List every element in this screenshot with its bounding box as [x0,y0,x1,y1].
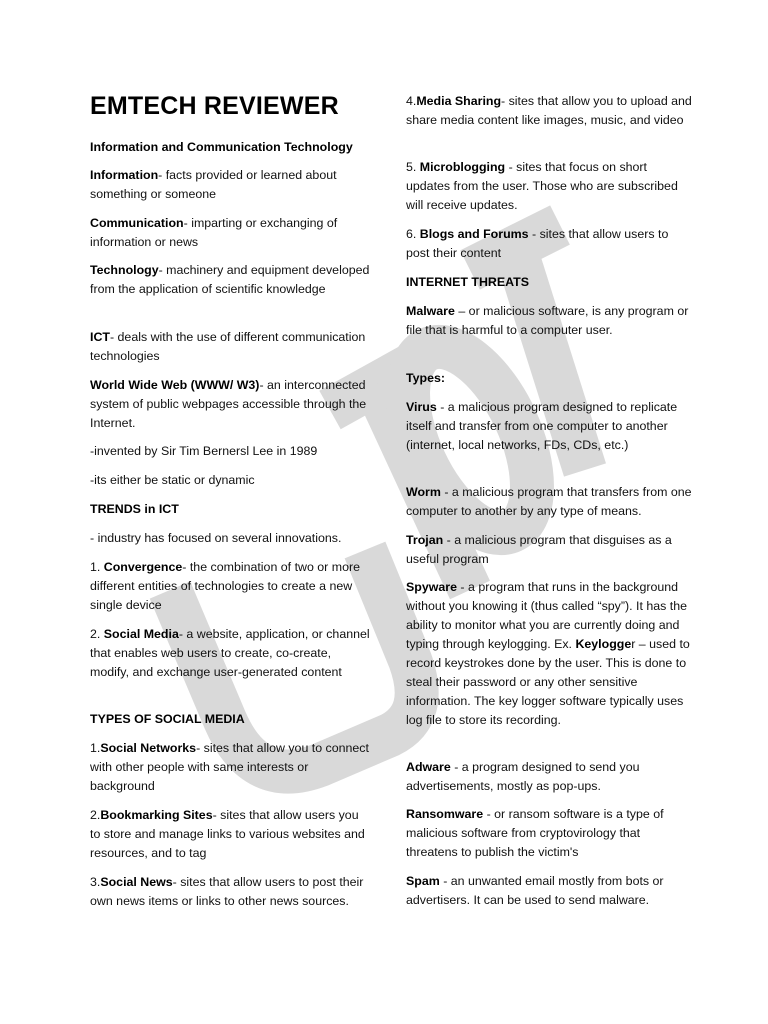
type-bookmarking-sites: 2.Bookmarking Sites- sites that allow users you to store and manage links to various websites and resources, and to tag [90,808,365,860]
section-heading-internet-threats: INTERNET THREATS [406,275,529,289]
definition-ict: ICT- deals with the use of different communication technologies [90,330,366,363]
document-title: EMTECH REVIEWER [90,92,339,120]
type-social-networks: 1.Social Networks- sites that allow you to connect with other people with same interests or background [90,741,369,793]
www-note-inventor: -invented by Sir Tim Bernersl Lee in 1989 [90,444,318,458]
threat-worm: Worm - a malicious program that transfers from one computer to another by any type of means. [406,485,692,518]
trends-intro: - industry has focused on several innovations. [90,531,342,545]
section-heading-types: Types: [406,371,446,385]
section-heading-trends: TRENDS in ICT [90,502,179,516]
definition-technology: Technology- machinery and equipment developed from the application of scientific knowledge [90,263,370,296]
threat-ransomware: Ransomware - or ransom software is a type of malicious software from cryptovirology that threatens to publish the victim's [406,807,664,859]
definition-malware: Malware – or malicious software, is any program or file that is harmful to a computer user. [406,304,689,337]
threat-spam: Spam - an unwanted email mostly from bots or advertisers. It can be used to send malware. [406,874,664,907]
definition-communication: Communication- imparting or exchanging of information or news [90,216,338,249]
section-heading-ict: Information and Communication Technology [90,140,353,154]
type-blogs-forums: 6. Blogs and Forums - sites that allow users to post their content [406,227,669,260]
section-heading-social-media-types: TYPES OF SOCIAL MEDIA [90,712,245,726]
www-note-static-dynamic: -its either be static or dynamic [90,473,255,487]
definition-information: Information- facts provided or learned about something or someone [90,168,337,201]
threat-spyware: Spyware - a program that runs in the background without you knowing it (thus called “spy”). It has the ability to monitor what you are currently doing and typing through keylogging. Ex. Keylogger – used to record keystrokes done by the user. This is done to steal their password or any other sensitive information. The key logger software typically uses log file to store its recording. [406,580,690,727]
threat-adware: Adware - a program designed to send you advertisements, mostly as pop-ups. [406,760,640,793]
trend-social-media: 2. Social Media- a website, application, or channel that enables web users to create, co-create, modify, and exchange user-generated content [90,627,370,679]
type-media-sharing: 4.Media Sharing- sites that allow you to upload and share media content like images, music, and video [406,94,692,127]
definition-www: World Wide Web (WWW/ W3)- an interconnected system of public webpages accessible through the Internet. [90,378,367,430]
threat-trojan: Trojan - a malicious program that disguises as a useful program [406,533,672,566]
type-social-news: 3.Social News- sites that allow users to post their own news items or links to other news sources. [90,875,364,908]
threat-virus: Virus - a malicious program designed to replicate itself and transfer from one computer to another (internet, local networks, FDs, CDs, etc.) [406,400,678,452]
type-microblogging: 5. Microblogging - sites that focus on short updates from the user. Those who are subscribed will receive updates. [406,160,678,212]
trend-convergence: 1. Convergence- the combination of two or more different entities of technologies to create a new single device [90,560,360,612]
